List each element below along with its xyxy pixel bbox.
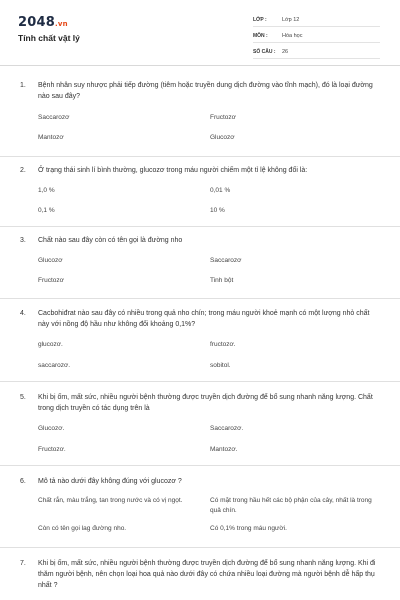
meta-key: MÔN : [253, 33, 268, 39]
question-text: Mô tả nào dưới đây không đúng với glucozơ ? [38, 478, 182, 485]
question-item [0, 382, 400, 466]
answer-option[interactable]: saccarozơ. [38, 362, 71, 369]
logo-main: 2048 [18, 15, 55, 30]
answer-option[interactable]: Fructozơ [38, 277, 64, 284]
meta-info [253, 14, 380, 62]
answer-option[interactable]: Còn có tên gọi lag đường nho. [38, 525, 127, 532]
meta-row-class [253, 14, 380, 27]
answer-option[interactable]: Tinh bột [210, 277, 234, 284]
question-number: 4. [20, 310, 26, 317]
question-text: Chất nào sau đây còn có tên gọi là đường nho [38, 237, 183, 244]
worksheet-header [0, 0, 400, 66]
answer-option[interactable]: Saccarozơ [38, 114, 70, 121]
answer-option[interactable]: 0,1 % [38, 207, 55, 214]
question-item [0, 548, 400, 591]
page-title: Tính chất vật lý [18, 33, 80, 43]
answer-option[interactable]: Chất rắn, màu trắng, tan trong nước và có vị ngọt. [38, 497, 183, 504]
answer-option[interactable]: 1,0 % [38, 187, 55, 194]
answer-option[interactable]: Saccarozơ. [210, 425, 244, 432]
answer-option[interactable]: Fructozơ. [38, 446, 66, 453]
logo[interactable] [18, 15, 68, 30]
answer-option[interactable]: Mantozơ. [210, 446, 238, 453]
answer-option[interactable]: Có mặt trong hầu hết các bộ phận của cây, nhất là trong quả chín. [210, 497, 372, 514]
question-item [0, 80, 400, 157]
answer-option[interactable]: 0,01 % [210, 187, 231, 194]
question-number: 5. [20, 394, 26, 401]
question-number: 2. [20, 167, 26, 174]
question-list [0, 80, 400, 591]
meta-key: LỚP : [253, 17, 267, 23]
answer-option[interactable]: Glucozơ [210, 134, 235, 141]
meta-value: 26 [282, 49, 289, 55]
question-item [0, 299, 400, 382]
answer-option[interactable]: sobitol. [210, 362, 231, 369]
question-item [0, 466, 400, 548]
meta-value: Lớp 12 [282, 17, 300, 23]
question-text: Bệnh nhân suy nhược phải tiếp đường (tiêm hoặc truyền dung dịch đường vào tĩnh mạch), đó là loại đường nào sau đây? [38, 82, 373, 100]
meta-value: Hóa học [282, 33, 303, 39]
question-text: Khi bị ốm, mất sức, nhiều người bệnh thường được truyền dịch đường để bổ sung nhanh năng lượng. Khi đi thăm người bệnh, nên chọn loại hoa quả nào dưới đây có chứa nhiều loại đường mà người bệnh dễ hấp thụ nhất ? [38, 560, 376, 589]
meta-row-subject [253, 30, 380, 43]
question-number: 7. [20, 560, 26, 567]
question-number: 1. [20, 82, 26, 89]
answer-option[interactable]: Mantozơ [38, 134, 64, 141]
question-item [0, 227, 400, 299]
meta-row-count [253, 46, 380, 59]
question-number: 3. [20, 237, 26, 244]
question-text: Khi bị ốm, mất sức, nhiều người bệnh thường được truyền dịch đường để bổ sung nhanh năng lượng. Chất trong dịch truyền có tác dụng trên là [38, 394, 373, 412]
answer-option[interactable]: Glucozơ [38, 257, 63, 264]
meta-key: SỐ CÂU : [253, 49, 276, 55]
answer-option[interactable]: fructozơ. [210, 341, 236, 348]
question-text: Cacbohiđrat nào sau đây có nhiều trong quả nho chín; trong máu người khoẻ mạnh có một lượng nhỏ chất này với nồng độ hầu như không đổi khoảng 0,1%? [38, 310, 370, 328]
answer-option[interactable]: 10 % [210, 207, 225, 214]
answer-option[interactable]: Saccarozơ [210, 257, 242, 264]
question-item [0, 157, 400, 227]
question-text: Ở trạng thái sinh lí bình thường, glucozơ trong máu người chiếm một tỉ lệ không đổi là: [38, 167, 308, 174]
answer-option[interactable]: Fructozơ [210, 114, 236, 121]
logo-suffix: .vn [54, 20, 68, 28]
answer-option[interactable]: Glucozơ. [38, 425, 65, 432]
answer-option[interactable]: glucozơ. [38, 341, 63, 348]
answer-option[interactable]: Có 0,1% trong máu người. [210, 525, 287, 532]
question-number: 6. [20, 478, 26, 485]
